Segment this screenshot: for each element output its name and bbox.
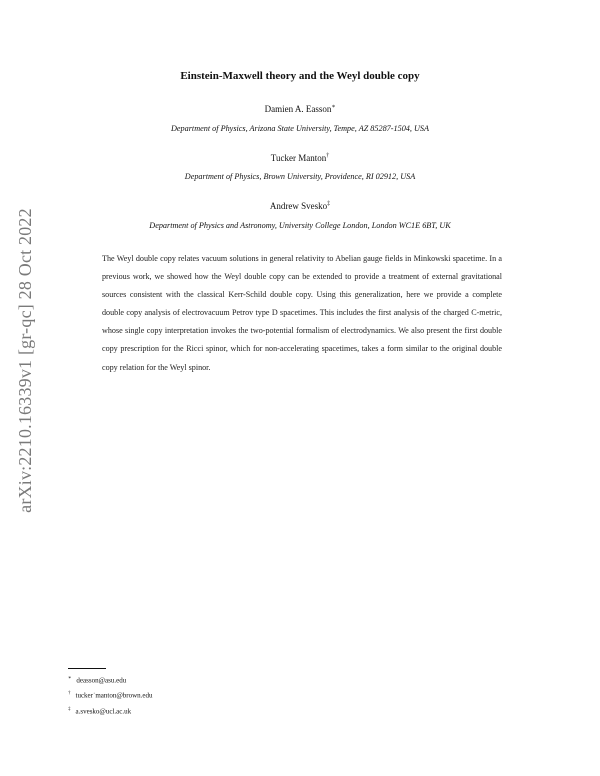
author-1-affiliation: Department of Physics, Arizona State University, Tempe, AZ 85287-1504, USA xyxy=(171,124,429,133)
footnote-separator xyxy=(68,668,106,669)
footnote-mark: ∗ xyxy=(68,676,72,681)
footnote-email: a.svesko@ucl.ac.uk xyxy=(75,707,132,716)
author-1 xyxy=(0,103,600,114)
footnote-mark: ‡ xyxy=(68,707,71,712)
footnote-1 xyxy=(68,675,126,684)
author-footnote-mark: ‡ xyxy=(327,201,331,207)
author-name: Tucker Manton xyxy=(270,153,327,163)
author-name: Andrew Svesko xyxy=(269,201,328,211)
footnote-mark: † xyxy=(68,691,71,696)
author-3-affiliation: Department of Physics and Astronomy, University College London, London WC1E 6BT, UK xyxy=(149,221,451,230)
arxiv-identifier-text: arXiv:2210.16339v1 [gr-qc] 28 Oct 2022 xyxy=(14,207,35,513)
author-name: Damien A. Easson xyxy=(264,104,332,114)
author-2-affiliation: Department of Physics, Brown University, Providence, RI 02912, USA xyxy=(184,172,416,181)
arxiv-identifier-stamp xyxy=(10,190,40,530)
abstract-paragraph: The Weyl double copy relates vacuum solutions in general relativity to Abelian gauge fields in Minkowski spacetime. In a previous work, we showed how the Weyl double copy can be extended to provide a treatment of external gravitational sources consistent with the classical Kerr-Schild double copy. Using this generalization, here we provide a complete double copy analysis of electrovacuum Petrov type D spacetimes. This includes the first analysis of the charged C-metric, whose single copy interpretation invokes the two-potential formalism of electrodynamics. We also present the first double copy prescription for the Ricci spinor, which for non-accelerating spacetimes, takes a form similar to the original double copy relation for the Weyl spinor. xyxy=(102,254,502,372)
footnote-3 xyxy=(68,707,131,715)
paper-title: Einstein-Maxwell theory and the Weyl double copy xyxy=(180,70,420,82)
author-footnote-mark: ∗ xyxy=(331,104,336,110)
footnote-2 xyxy=(68,691,153,699)
author-footnote-mark: † xyxy=(326,153,330,159)
author-3 xyxy=(0,201,600,211)
footnote-email: deasson@asu.edu xyxy=(76,676,127,685)
author-2 xyxy=(0,153,600,163)
footnote-email: tucker˙manton@brown.edu xyxy=(75,691,153,700)
